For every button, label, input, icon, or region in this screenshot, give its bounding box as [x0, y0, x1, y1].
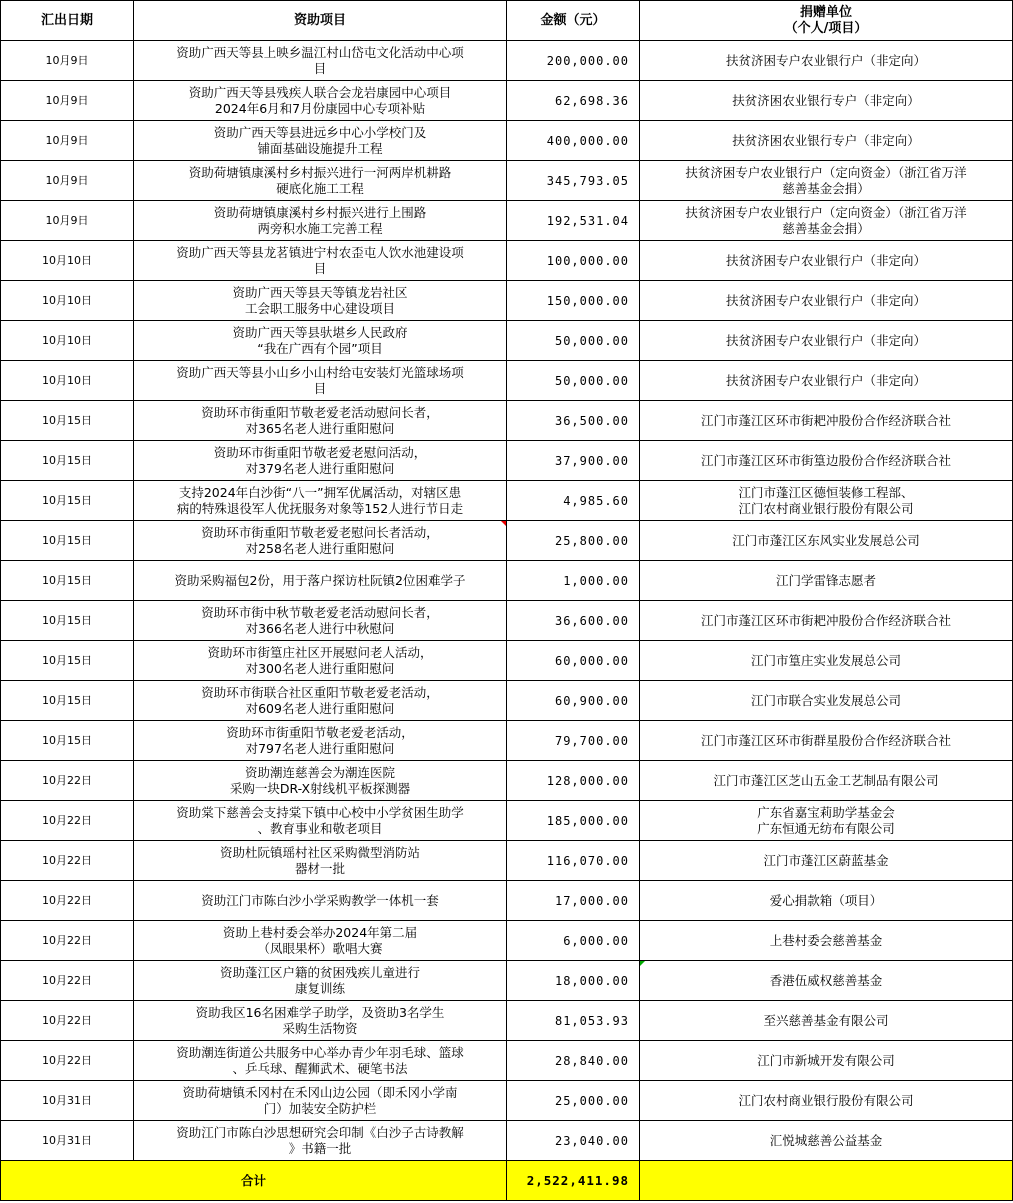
row-project [134, 681, 507, 721]
row-donor-line: 扶贫济困专户农业银行户（非定向） [725, 292, 926, 308]
row-project-line: 采购生活物资 [282, 1020, 358, 1036]
header-donor [640, 1, 1013, 41]
row-project-line: 资助荷塘镇禾冈村在禾冈山边公园（即禾冈小学南 [182, 1084, 458, 1100]
row-project [134, 1041, 507, 1081]
row-project [134, 561, 507, 601]
row-amount: 25,800.00 [507, 521, 640, 561]
row-amount: 128,000.00 [507, 761, 640, 801]
row-amount: 1,000.00 [507, 561, 640, 601]
row-project-line: 资助广西天等县龙茗镇进宁村农歪屯人饮水池建设项 [176, 244, 464, 260]
row-project [134, 961, 507, 1001]
row-donor [640, 201, 1013, 241]
row-donor [640, 641, 1013, 681]
row-amount: 185,000.00 [507, 801, 640, 841]
header-amount: 金额（元） [507, 1, 640, 41]
row-amount: 37,900.00 [507, 441, 640, 481]
table-row [1, 1001, 1013, 1041]
row-project [134, 641, 507, 681]
header-row [1, 1, 1013, 41]
row-project [134, 841, 507, 881]
row-donor-line: 扶贫济困专户农业银行户（非定向） [725, 252, 926, 268]
row-project-line: 铺面基础设施提升工程 [257, 140, 383, 156]
row-amount: 345,793.05 [507, 161, 640, 201]
row-donor [640, 841, 1013, 881]
row-amount: 6,000.00 [507, 921, 640, 961]
row-donor [640, 561, 1013, 601]
row-amount: 4,985.60 [507, 481, 640, 521]
row-donor-line: 扶贫济困专户农业银行户（定向资金）（浙江省万洋 [685, 164, 967, 180]
row-donor [640, 1041, 1013, 1081]
row-project-line: 2024年6月和7月份康园中心专项补贴 [214, 100, 426, 116]
row-project-line: 硬底化施工工程 [276, 180, 364, 196]
row-project-line: 资助蓬江区户籍的贫困残疾儿童进行 [219, 964, 420, 980]
table-row [1, 401, 1013, 441]
table-row [1, 561, 1013, 601]
table-row [1, 1081, 1013, 1121]
row-donor-line: 江门市蓬江区环市街群星股份合作经济联合社 [700, 732, 951, 748]
row-date: 10月22日 [1, 881, 134, 921]
row-date: 10月15日 [1, 481, 134, 521]
row-donor-line: 扶贫济困专户农业银行户（定向资金）（浙江省万洋 [685, 204, 967, 220]
table-row [1, 481, 1013, 521]
row-date: 10月22日 [1, 841, 134, 881]
row-donor-line: 扶贫济困农业银行专户（非定向） [732, 132, 920, 148]
row-project-line: 资助棠下慈善会支持棠下镇中心校中小学贫困生助学 [176, 804, 464, 820]
row-project [134, 201, 507, 241]
row-date: 10月15日 [1, 401, 134, 441]
row-project [134, 281, 507, 321]
row-date: 10月31日 [1, 1081, 134, 1121]
row-project [134, 361, 507, 401]
row-donor-line: 江门市联合实业发展总公司 [750, 692, 901, 708]
row-project-line: 、乒乓球、醒狮武术、硬笔书法 [232, 1060, 408, 1076]
row-date: 10月31日 [1, 1121, 134, 1161]
row-donor-line: 慈善基金会捐） [782, 180, 870, 196]
row-project-line: 资助荷塘镇康溪村乡村振兴进行上围路 [213, 204, 427, 220]
table-body [1, 41, 1013, 1161]
row-donor [640, 801, 1013, 841]
row-date: 10月9日 [1, 201, 134, 241]
table-row [1, 1121, 1013, 1161]
header-project: 资助项目 [134, 1, 507, 41]
row-project-line: 目 [313, 260, 327, 276]
row-donor-line: 汇悦城慈善公益基金 [769, 1132, 883, 1148]
row-donor [640, 481, 1013, 521]
row-project [134, 321, 507, 361]
row-donor-line: 扶贫济困农业银行专户（非定向） [732, 92, 920, 108]
row-date: 10月15日 [1, 521, 134, 561]
row-project-line: 资助荷塘镇康溪村乡村振兴进行一河两岸机耕路 [188, 164, 452, 180]
row-project [134, 441, 507, 481]
row-project-line: 资助环市街重阳节敬老爱老活动慰问长者， [201, 404, 439, 420]
row-date: 10月22日 [1, 1041, 134, 1081]
row-amount: 79,700.00 [507, 721, 640, 761]
header-donor-line2: （个人/项目） [784, 20, 868, 36]
row-donor-line: 香港伍威权慈善基金 [769, 972, 883, 988]
row-project-line: 资助环市街重阳节敬老爱老慰问活动， [213, 444, 427, 460]
row-project-line: 资助广西天等县进远乡中心小学校门及 [213, 124, 427, 140]
table-row [1, 41, 1013, 81]
row-date: 10月15日 [1, 641, 134, 681]
table-row [1, 201, 1013, 241]
table-row [1, 281, 1013, 321]
row-amount: 50,000.00 [507, 321, 640, 361]
row-project [134, 481, 507, 521]
row-amount: 23,040.00 [507, 1121, 640, 1161]
table-row [1, 601, 1013, 641]
row-donor [640, 761, 1013, 801]
table-row [1, 121, 1013, 161]
row-amount: 116,070.00 [507, 841, 640, 881]
row-project-line: 资助广西天等县天等镇龙岩社区 [232, 284, 408, 300]
row-amount: 400,000.00 [507, 121, 640, 161]
table-row [1, 81, 1013, 121]
row-donor [640, 961, 1013, 1001]
row-date: 10月9日 [1, 121, 134, 161]
row-donor-line: 广东恒通无纺布有限公司 [757, 820, 895, 836]
row-project-line: 目 [313, 380, 327, 396]
row-donor [640, 161, 1013, 201]
row-project-line: 》书籍一批 [288, 1140, 352, 1156]
table-row [1, 681, 1013, 721]
row-project-line: 器材一批 [294, 860, 345, 876]
row-project-line: 病的特殊退役军人优抚服务对象等152人进行节日走 [176, 500, 464, 516]
row-project [134, 81, 507, 121]
row-project-line: 门）加装安全防护栏 [263, 1100, 377, 1116]
row-project-line: 两旁积水施工完善工程 [257, 220, 383, 236]
row-project [134, 761, 507, 801]
row-project-line: “我在广西有个园”项目 [257, 340, 383, 356]
row-amount: 200,000.00 [507, 41, 640, 81]
row-date: 10月22日 [1, 1001, 134, 1041]
row-amount: 100,000.00 [507, 241, 640, 281]
row-project-line: 资助上巷村委会举办2024年第二届 [222, 924, 418, 940]
row-donor [640, 81, 1013, 121]
row-date: 10月22日 [1, 801, 134, 841]
row-donor-line: 扶贫济困专户农业银行户（非定向） [725, 52, 926, 68]
row-project [134, 721, 507, 761]
row-donor [640, 121, 1013, 161]
table-row [1, 761, 1013, 801]
row-donor [640, 441, 1013, 481]
row-date: 10月15日 [1, 561, 134, 601]
row-amount: 36,600.00 [507, 601, 640, 641]
row-project [134, 161, 507, 201]
row-donor-line: 广东省嘉宝莉助学基金会 [757, 804, 895, 820]
row-date: 10月15日 [1, 721, 134, 761]
row-project-line: 对366名老人进行中秋慰问 [245, 620, 395, 636]
row-donor-line: 至兴慈善基金有限公司 [763, 1012, 889, 1028]
row-project-line: （凤眼果杯）歌唱大赛 [257, 940, 383, 956]
row-date: 10月22日 [1, 761, 134, 801]
row-donor-line: 爱心捐款箱（项目） [769, 892, 883, 908]
row-donor-line: 江门学雷锋志愿者 [775, 572, 876, 588]
table-row [1, 441, 1013, 481]
row-donor-line: 上巷村委会慈善基金 [769, 932, 883, 948]
row-amount: 60,900.00 [507, 681, 640, 721]
row-amount: 192,531.04 [507, 201, 640, 241]
row-project-line: 对300名老人进行重阳慰问 [245, 660, 395, 676]
row-project-line: 、教育事业和敬老项目 [257, 820, 383, 836]
row-donor [640, 681, 1013, 721]
row-project-line: 对797名老人进行重阳慰问 [245, 740, 395, 756]
row-donor [640, 881, 1013, 921]
row-donor [640, 601, 1013, 641]
table-row [1, 641, 1013, 681]
row-project-line: 资助我区16名困难学子助学，及资助3名学生 [195, 1004, 445, 1020]
row-project [134, 881, 507, 921]
row-project-line: 资助环市街重阳节敬老爱老慰问长者活动， [201, 524, 439, 540]
row-amount: 36,500.00 [507, 401, 640, 441]
table-row [1, 241, 1013, 281]
row-date: 10月10日 [1, 241, 134, 281]
table-row [1, 841, 1013, 881]
row-project-line: 资助潮连街道公共服务中心举办青少年羽毛球、篮球 [176, 1044, 464, 1060]
row-donor-line: 江门市蓬江区东风实业发展总公司 [732, 532, 920, 548]
row-project-line: 资助广西天等县上映乡温江村山岱屯文化活动中心项 [176, 44, 464, 60]
row-donor [640, 521, 1013, 561]
row-donor [640, 1121, 1013, 1161]
row-date: 10月15日 [1, 601, 134, 641]
row-project [134, 521, 507, 561]
row-project-line: 资助杜阮镇瑶村社区采购微型消防站 [219, 844, 420, 860]
row-project-line: 资助广西天等县残疾人联合会龙岩康园中心项目 [188, 84, 452, 100]
row-donor [640, 41, 1013, 81]
row-donor [640, 401, 1013, 441]
row-date: 10月10日 [1, 361, 134, 401]
row-donor [640, 361, 1013, 401]
table-row [1, 1041, 1013, 1081]
row-donor [640, 1001, 1013, 1041]
row-donor-line: 江门市蓬江区环市街耙冲股份合作经济联合社 [700, 412, 951, 428]
row-date: 10月15日 [1, 441, 134, 481]
row-project-line: 资助江门市陈白沙小学采购教学一体机一套 [201, 892, 439, 908]
row-donor [640, 321, 1013, 361]
row-project-line: 对379名老人进行重阳慰问 [245, 460, 395, 476]
row-donor [640, 921, 1013, 961]
row-date: 10月10日 [1, 321, 134, 361]
row-project-line: 资助江门市陈白沙思想研究会印制《白沙子古诗教解 [176, 1124, 464, 1140]
row-donor-line: 江门市新城开发有限公司 [757, 1052, 895, 1068]
row-amount: 25,000.00 [507, 1081, 640, 1121]
row-donor-line: 扶贫济困专户农业银行户（非定向） [725, 372, 926, 388]
row-donor-line: 江门农村商业银行股份有限公司 [738, 1092, 914, 1108]
row-amount: 81,053.93 [507, 1001, 640, 1041]
row-project [134, 601, 507, 641]
row-project-line: 资助环市街中秋节敬老爱老活动慰问长者， [201, 604, 439, 620]
row-project-line: 资助潮连慈善会为潮连医院 [244, 764, 395, 780]
row-project-line: 资助广西天等县驮堪乡人民政府 [232, 324, 408, 340]
table-row [1, 361, 1013, 401]
row-project-line: 对365名老人进行重阳慰问 [245, 420, 395, 436]
row-project-line: 对258名老人进行重阳慰问 [245, 540, 395, 556]
table-row [1, 521, 1013, 561]
row-amount: 17,000.00 [507, 881, 640, 921]
row-project [134, 1081, 507, 1121]
row-project-line: 资助广西天等县小山乡小山村给屯安装灯光篮球场项 [176, 364, 464, 380]
row-project-line: 目 [313, 60, 327, 76]
row-donor [640, 1081, 1013, 1121]
comment-marker-icon [501, 521, 506, 526]
row-amount: 62,698.36 [507, 81, 640, 121]
row-date: 10月9日 [1, 81, 134, 121]
row-project [134, 921, 507, 961]
row-project [134, 1121, 507, 1161]
row-donor-line: 慈善基金会捐） [782, 220, 870, 236]
row-project-line: 资助采购福包2份，用于落户探访杜阮镇2位困难学子 [174, 572, 466, 588]
row-donor [640, 281, 1013, 321]
row-project-line: 对609名老人进行重阳慰问 [245, 700, 395, 716]
row-project [134, 1001, 507, 1041]
row-amount: 60,000.00 [507, 641, 640, 681]
row-project [134, 241, 507, 281]
row-project-line: 工会职工服务中心建设项目 [244, 300, 395, 316]
error-marker-icon [640, 961, 645, 966]
row-amount: 150,000.00 [507, 281, 640, 321]
row-project-line: 康复训练 [294, 980, 345, 996]
row-amount: 50,000.00 [507, 361, 640, 401]
total-label: 合计 [1, 1161, 507, 1201]
table-row [1, 161, 1013, 201]
row-donor-line: 江门市篁庄实业发展总公司 [750, 652, 901, 668]
row-amount: 28,840.00 [507, 1041, 640, 1081]
row-amount: 18,000.00 [507, 961, 640, 1001]
row-project [134, 801, 507, 841]
table-row [1, 321, 1013, 361]
total-row [1, 1161, 1013, 1201]
table-row [1, 961, 1013, 1001]
total-amount: 2,522,411.98 [507, 1161, 640, 1201]
row-donor [640, 721, 1013, 761]
row-project-line: 资助环市街重阳节敬老爱老活动， [226, 724, 414, 740]
row-donor [640, 241, 1013, 281]
row-donor-line: 江门市蓬江区环市街篁边股份合作经济联合社 [700, 452, 951, 468]
header-date: 汇出日期 [1, 1, 134, 41]
row-donor-line: 江门市蓬江区蔚蓝基金 [763, 852, 889, 868]
row-project [134, 41, 507, 81]
row-date: 10月9日 [1, 41, 134, 81]
row-donor-line: 扶贫济困专户农业银行户（非定向） [725, 332, 926, 348]
table-row [1, 801, 1013, 841]
table-row [1, 881, 1013, 921]
row-project-line: 支持2024年白沙街“八一”拥军优属活动，对辖区患 [178, 484, 462, 500]
row-project-line: 资助环市街篁庄社区开展慰问老人活动， [207, 644, 433, 660]
row-date: 10月22日 [1, 961, 134, 1001]
header-donor-line1: 捐赠单位 [799, 4, 852, 20]
row-donor-line: 江门市蓬江区环市街耙冲股份合作经济联合社 [700, 612, 951, 628]
row-project-line: 采购一块DR-X射线机平板探测器 [229, 780, 411, 796]
row-project-line: 资助环市街联合社区重阳节敬老爱老活动， [201, 684, 439, 700]
row-date: 10月22日 [1, 921, 134, 961]
row-date: 10月9日 [1, 161, 134, 201]
row-project [134, 121, 507, 161]
row-project [134, 401, 507, 441]
row-donor-line: 江门农村商业银行股份有限公司 [738, 500, 914, 516]
table-row [1, 721, 1013, 761]
row-donor-line: 江门市蓬江区德恒装修工程部、 [738, 484, 914, 500]
row-date: 10月15日 [1, 681, 134, 721]
table-row [1, 921, 1013, 961]
row-donor-line: 江门市蓬江区芝山五金工艺制品有限公司 [713, 772, 939, 788]
total-empty-cell [640, 1161, 1013, 1201]
row-date: 10月10日 [1, 281, 134, 321]
